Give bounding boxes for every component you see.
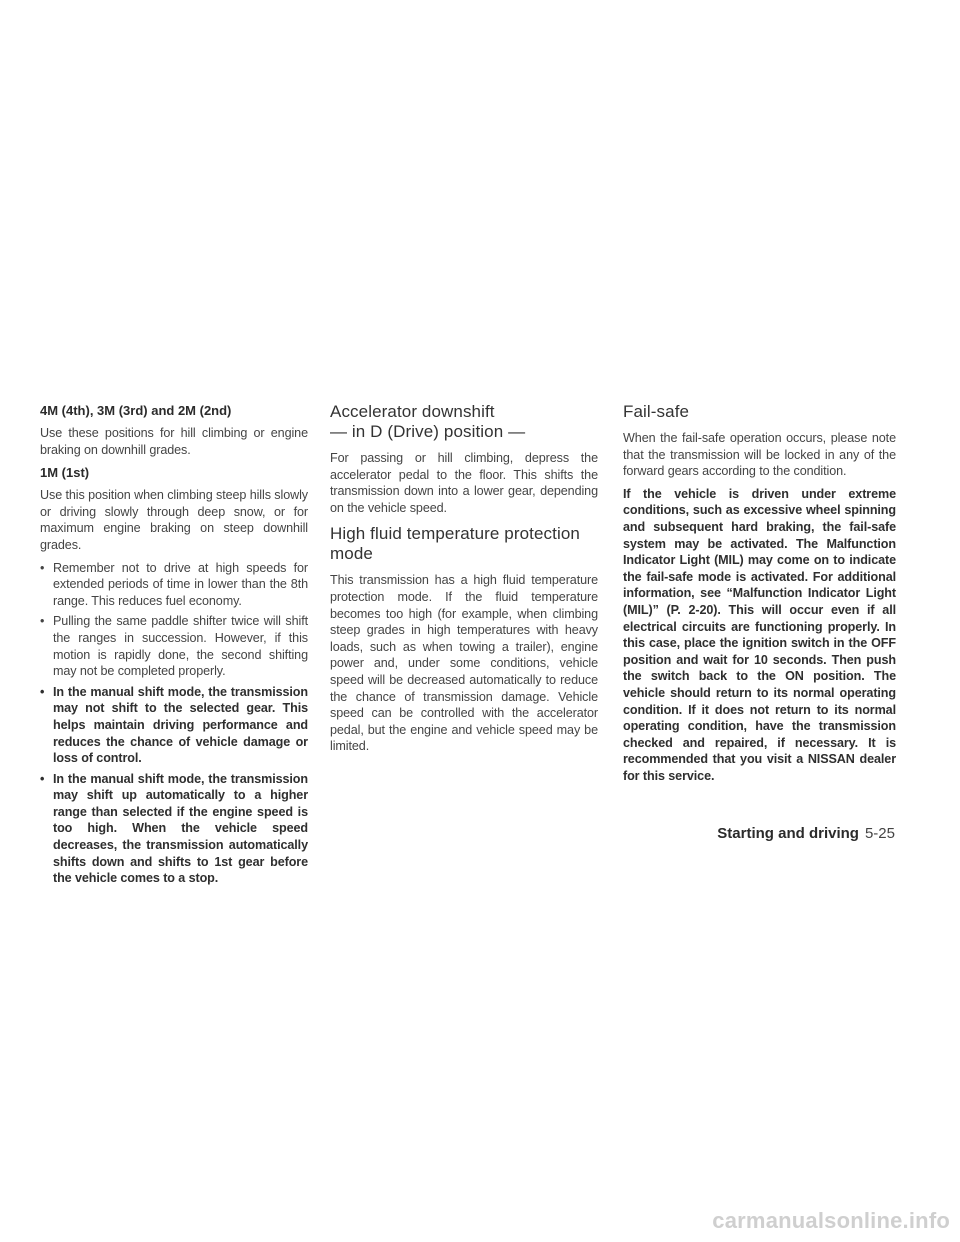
paragraph-high-fluid-temp: This transmission has a high fluid temperature protection mode. If the fluid temperature becomes too high (for example, when climbing steep grades in high temperatures with heavy loads, such as when towing a trailer), engine power and, under some conditions, vehicle speed will be decreased automatically to reduce the chance of transmission damage. Vehicle speed can be controlled with the accelerator pedal, but the engine and vehicle speed may be limited. [330,573,598,754]
column-middle [330,402,598,761]
bullet-icon: • [40,614,45,629]
heading-fail-safe: Fail-safe [623,402,690,421]
list-item-text: Remember not to drive at high speeds for extended periods of time in lower than the 8th range. This reduces fuel economy. [53,560,308,608]
list-item [40,771,308,887]
bullet-list [40,560,308,887]
column-left [40,402,308,891]
heading-high-fluid-temp: High fluid temperature protection mode [330,524,580,564]
bullet-icon: • [40,771,45,786]
list-item [40,684,308,767]
heading-accelerator-downshift [330,402,598,442]
footer-section-title: Starting and driving [717,825,859,842]
heading-line: — in D (Drive) position — [330,422,526,441]
heading-manual-positions: 4M (4th), 3M (3rd) and 2M (2nd) [40,403,232,418]
column-right [623,402,896,790]
heading-1m: 1M (1st) [40,465,90,481]
list-item-text: In the manual shift mode, the transmission may not shift to the selected gear. This helps maintain driving performance and reduces the chance of vehicle damage or loss of control. [53,684,308,766]
list-item-text: In the manual shift mode, the transmission may shift up automatically to a higher range than selected if the engine speed is too high. When the vehicle speed decreases, the transmission automatically shifts down and shifts to 1st gear before the vehicle comes to a stop. [53,771,308,886]
paragraph-fail-safe-warning: If the vehicle is driven under extreme conditions, such as excessive wheel spinning and subsequent hard braking, the fail-safe system may be activated. The Malfunction Indicator Light (MIL) may come on to indicate the fail-safe mode is activated. For additional information, see “Malfunction Indicator Light (MIL)” (P. 2-20). This will occur even if all electrical circuits are functioning properly. In this case, place the ignition switch in the OFF position and wait for 10 seconds. Then push the switch back to the ON position. The vehicle should return to its normal operating condition. If it does not return to its normal operating condition, have the transmission checked and repaired, if necessary. It is recommended that you visit a NISSAN dealer for this service. [623,486,896,783]
bullet-icon: • [40,684,45,699]
paragraph-fail-safe-intro: When the fail-safe operation occurs, please note that the transmission will be locked in any of the forward gears according to the condition. [623,431,896,479]
bullet-icon: • [40,560,45,575]
page-footer [705,824,895,844]
list-item [40,613,308,679]
paragraph-accelerator-downshift: For passing or hill climbing, depress the accelerator pedal to the floor. This shifts the transmission down into a lower gear, depending on the vehicle speed. [330,451,598,515]
paragraph-manual-positions: Use these positions for hill climbing or engine braking on downhill grades. [40,426,308,457]
list-item [40,560,308,610]
footer-page-number: 5-25 [864,825,895,842]
watermark: carmanualsonline.info [712,1208,950,1233]
paragraph-1m: Use this position when climbing steep hills slowly or driving slowly through deep snow, or for maximum engine braking on steep downhill grades. [40,488,308,552]
list-item-text: Pulling the same paddle shifter twice will shift the ranges in succession. However, if this motion is rapidly done, the second shifting may not be completed properly. [53,614,308,679]
heading-line: Accelerator downshift [330,402,495,421]
